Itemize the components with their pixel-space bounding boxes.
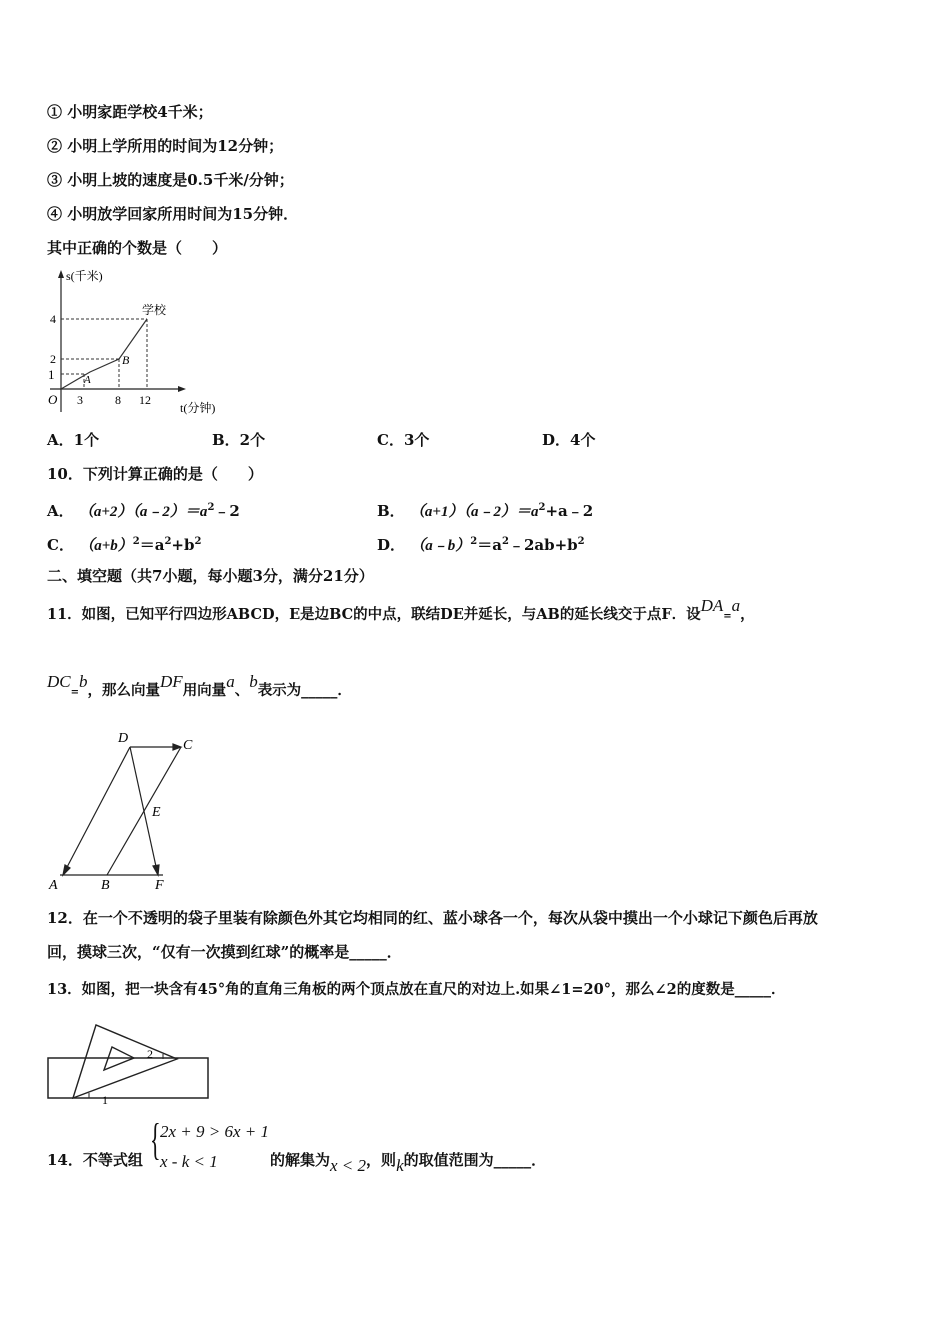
x-tick: 8 [115, 393, 121, 407]
x-tick: 12 [139, 393, 151, 407]
q12-line2: 回，摸球三次，“仅有一次摸到红球”的概率是_____． [47, 943, 402, 961]
statement-1: ① 小明家距学校4千米； [47, 103, 213, 121]
label-a: A [49, 878, 58, 893]
q9-option-a: A．1个 [47, 431, 100, 449]
q10-option-c: C． $(a+b)^2=a^2+b^2$ [47, 536, 202, 554]
y-axis-label: s(千米) [66, 269, 103, 283]
label-c: C [183, 738, 193, 753]
q9-option-c: C．3个 [377, 431, 430, 449]
q10-option-b: B． $(a+1)(a﹣2)=a^2+a﹣2$ [377, 502, 594, 520]
q9-option-d: D．4个 [542, 431, 596, 449]
label-f: F [155, 878, 164, 893]
inequality-2: x - k < 1 [160, 1152, 218, 1171]
x-axis-label: t(分钟) [180, 401, 216, 415]
label-e: E [152, 805, 161, 820]
q11-line1: 11．如图，已知平行四边形ABCD，E是边BC的中点，联结DE并延长，与AB的延长线交于点F．设DA=a， [47, 596, 755, 623]
q10-option-a: A． $(a+2)(a﹣2)=a^2﹣2$ [47, 502, 240, 520]
statement-3: ③ 小明上坡的速度是0.5千米/分钟； [47, 171, 294, 189]
inequality-1: 2x + 9 > 6x + 1 [160, 1122, 270, 1141]
label-d: D [118, 731, 129, 746]
q9-option-b: B．2个 [212, 431, 266, 449]
distance-time-graph [40, 262, 230, 422]
label-b: B [101, 878, 110, 893]
y-tick: 2 [50, 352, 56, 366]
statement-4: ④ 小明放学回家所用时间为15分钟． [47, 205, 299, 223]
school-label: 学校 [142, 303, 167, 317]
q10-option-d: D． $(a﹣b)^2=a^2﹣2ab+b^2$ [377, 536, 585, 554]
q13-text: 13．如图，把一块含有45°角的直角三角板的两个顶点放在直尺的对边上.如果∠1=20°，那么∠2的度数是_____． [47, 981, 786, 998]
point-a-label: A [84, 374, 91, 386]
q12-line1: 12．在一个不透明的袋子里装有除颜色外其它均相同的红、蓝小球各一个，每次从袋中摸出一个小球记下颜色后再放 [47, 909, 818, 927]
exam-page: ① 小明家距学校4千米； ② 小明上学所用的时间为12分钟； ③ 小明上坡的速度是0.5千米/分钟； ④ 小明放学回家所用时间为15分钟． 其中正确的个数是（ ） s(千米) t(分钟) O 学校 A B 1 2 4 3 8 12 A．1个 B．2个 C．3个 D．4个 10．下列计算正确的是（ ） A． $(a+2)(a﹣2)=a^2﹣2$ B． $(a+1)(a﹣2)=a^2+a﹣2$ C． $(a+b)^2=a^2+b^2$ D． $(a﹣b)^2=a^2﹣2ab+b^2$ 二、填空题（共7小题，每小题3分，满分21分） 11．如图，已知平行四边形ABCD，E是边BC的中点，联结DE并延长，与AB的延长线交于点F．设DA=a， DC=b，那么向量DF用向量a、b表示为_____． D C E A B F 12．在一个不透明的袋子里装有除颜色外其它均相同的红、蓝小球各一个，每次从袋中摸出一个小球记下颜色后再放 回，摸球三次，“仅有一次摸到红球”的概率是_____． 13．如图，把一块含有45°角的直角三角板的两个顶点放在直尺的对边上.如果∠1=20°，那么∠2的度数是_____． 1 2 14．不等式组 { 2x + 9 > 6x + 1 x - k < 1 的解集为x < 2，则k的取值范围为_____． [0, 0, 950, 1344]
point-b-label: B [122, 353, 130, 367]
angle-1-label: 1 [102, 1093, 108, 1105]
y-tick: 1 [48, 367, 55, 382]
ruler-triangle-figure [45, 1020, 215, 1105]
q11-line2: DC=b，那么向量DF用向量a、b表示为_____． [47, 672, 352, 699]
angle-2-label: 2 [147, 1047, 153, 1061]
q14-prefix: 14．不等式组 [47, 1151, 143, 1169]
origin-label: O [48, 392, 58, 407]
statement-2: ② 小明上学所用的时间为12分钟； [47, 137, 284, 155]
q9-question: 其中正确的个数是（ ） [47, 239, 228, 257]
q14-suffix: 的解集为x < 2，则k的取值范围为_____． [270, 1151, 547, 1175]
x-tick: 3 [77, 393, 83, 407]
y-tick: 4 [50, 312, 56, 326]
q10-question: 10．下列计算正确的是（ ） [47, 465, 263, 483]
section-heading: 二、填空题（共7小题，每小题3分，满分21分） [47, 567, 374, 585]
parallelogram-figure [45, 725, 205, 895]
